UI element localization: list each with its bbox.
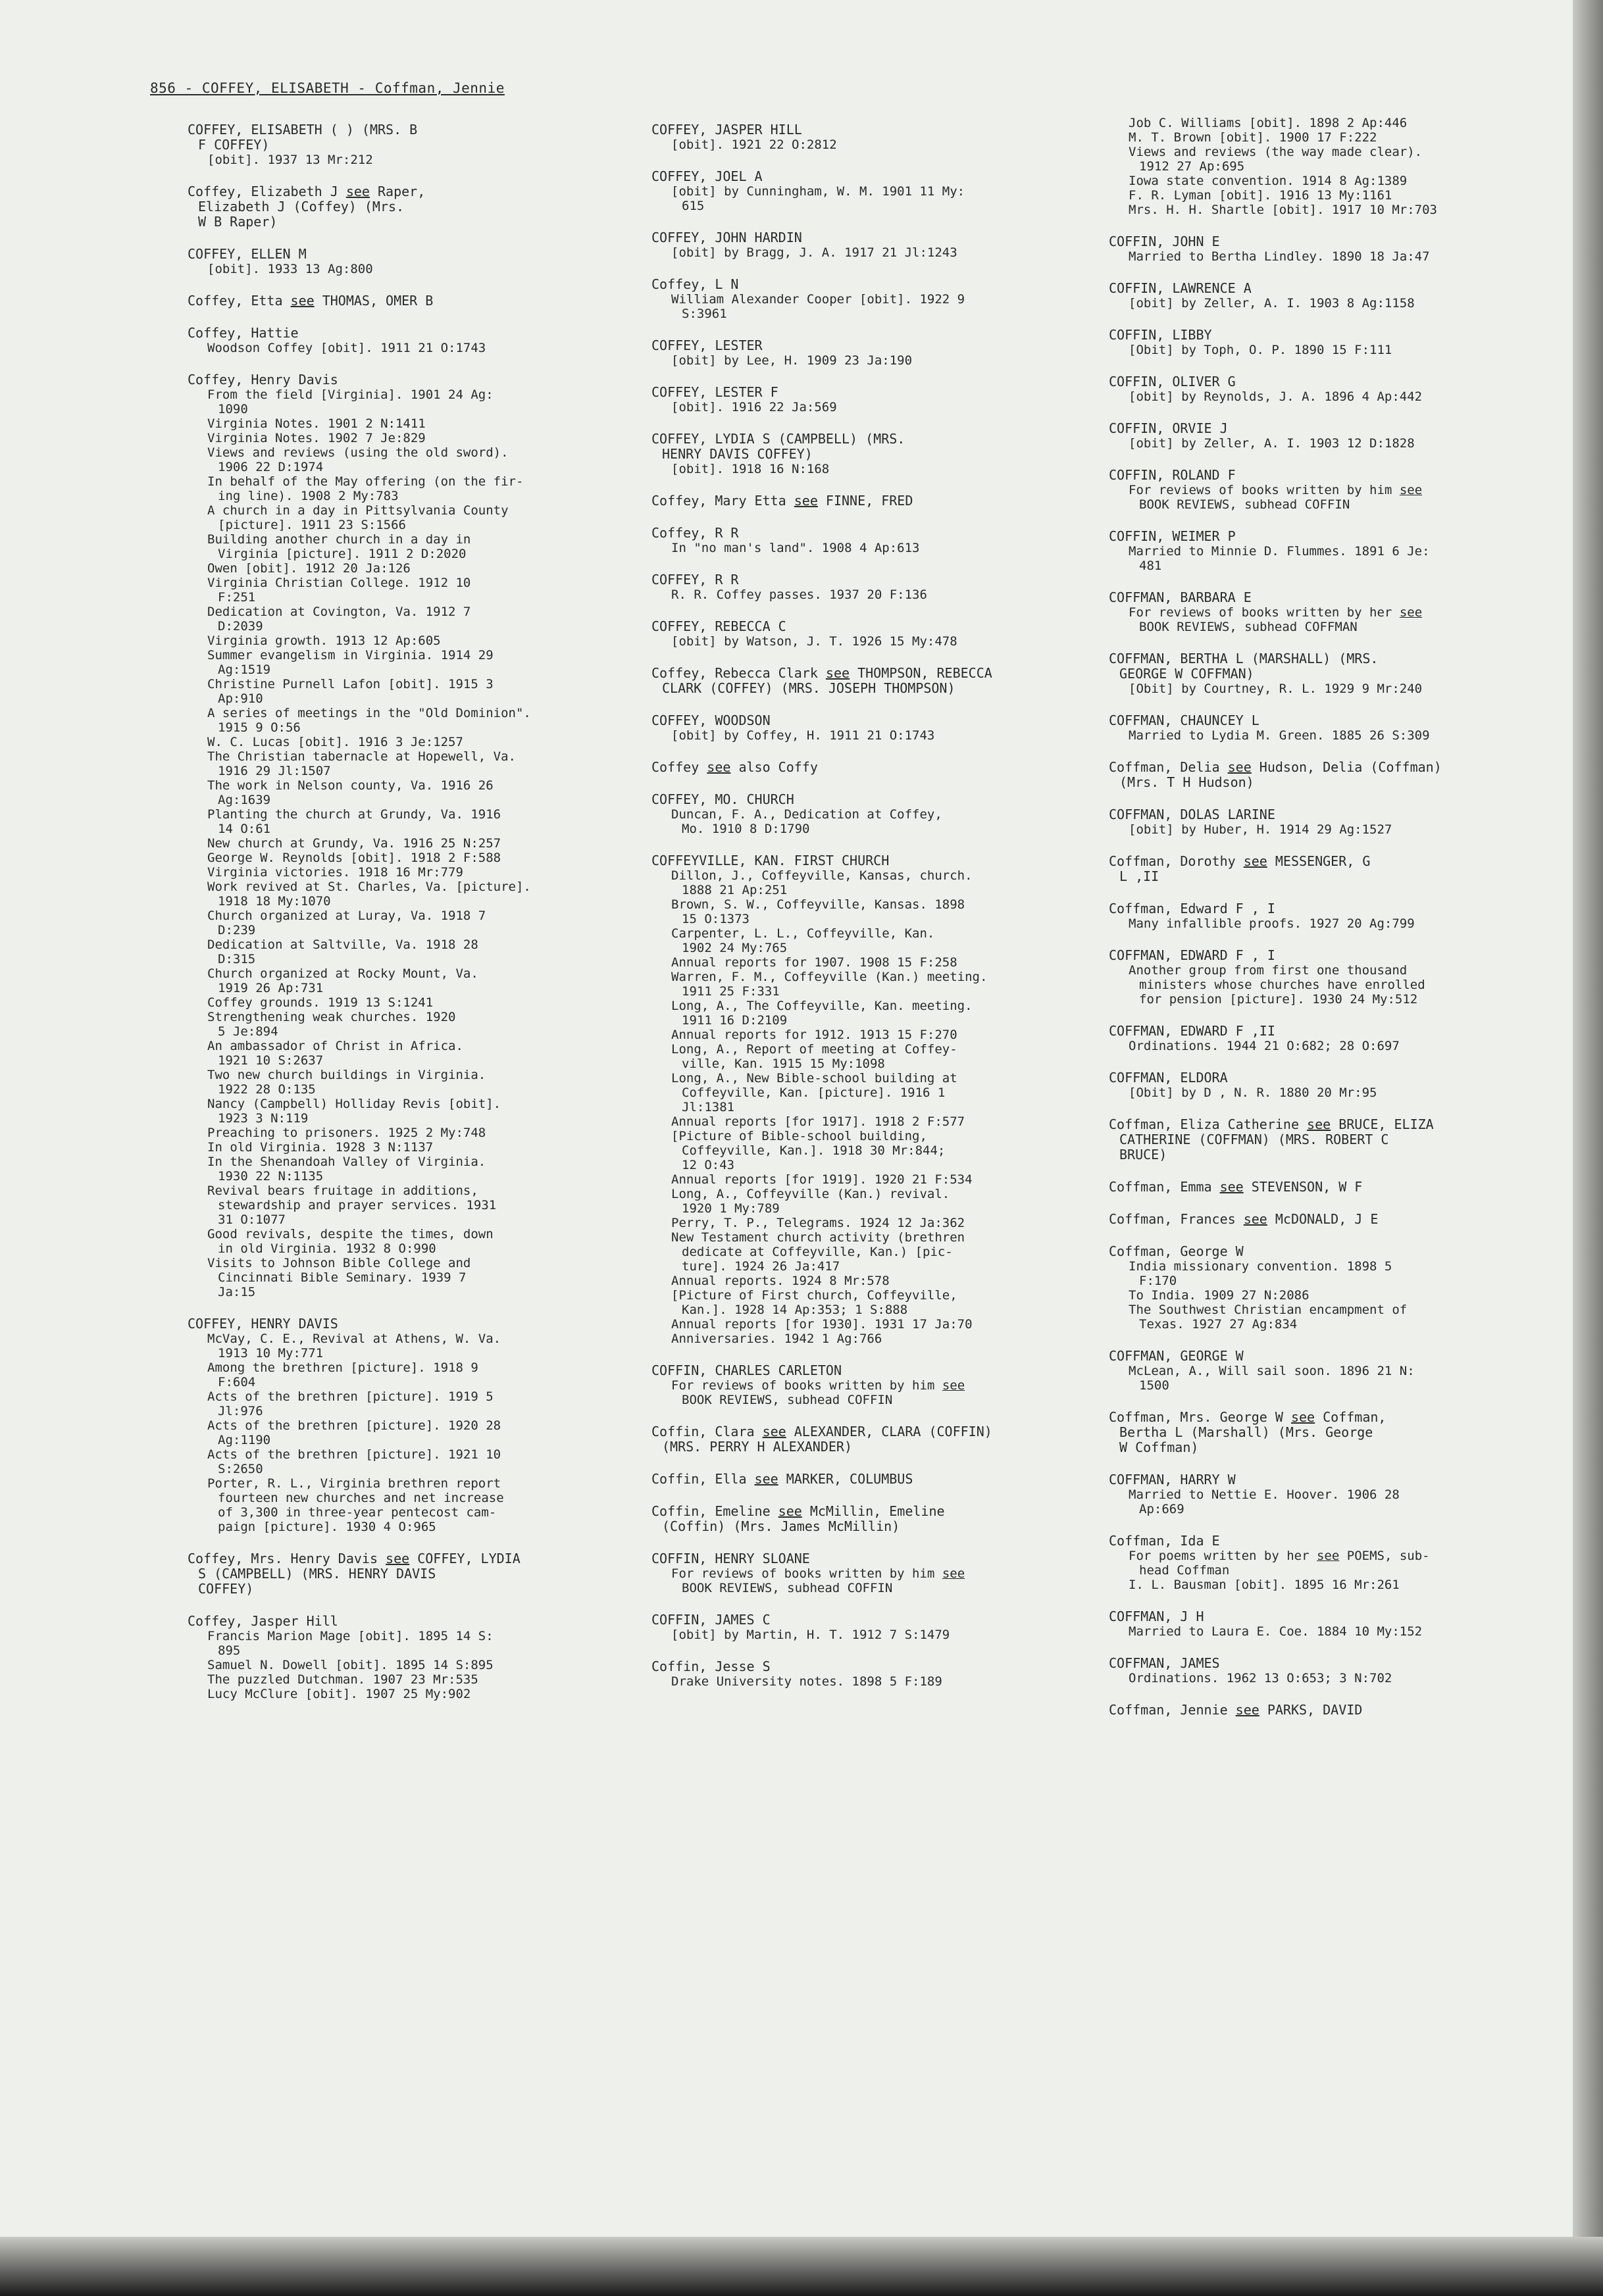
entry-reference: [obit] by Bragg, J. A. 1917 21 Jl:1243	[671, 245, 957, 260]
entry-heading: COFFEY, LYDIA S (CAMPBELL) (MRS. HENRY DAVIS COFFEY)	[651, 431, 905, 462]
index-entry	[651, 493, 1086, 509]
index-entry	[1109, 590, 1543, 634]
entry-reference: Views and reviews (using the old sword). 1906 22 D:1974	[207, 445, 509, 474]
entry-reference: Job C. Williams [obit]. 1898 2 Ap:446	[1129, 116, 1408, 130]
entry-reference: In the Shenandoah Valley of Virginia. 1930 22 N:1135	[207, 1155, 486, 1184]
entry-reference: Virginia Notes. 1901 2 N:1411	[207, 416, 426, 431]
entry-reference: Mrs. H. H. Shartle [obit]. 1917 10 Mr:703	[1129, 203, 1437, 217]
entry-reference: Work revived at St. Charles, Va. [picture]. 1918 18 My:1070	[207, 880, 531, 909]
column-1	[188, 122, 622, 1718]
index-entry	[651, 385, 1086, 414]
entry-heading: Coffey, Elizabeth J see Raper, Elizabeth J (Coffey) (Mrs. W B Raper)	[188, 184, 426, 230]
index-entry	[651, 572, 1086, 602]
entry-reference: Church organized at Luray, Va. 1918 7 D:239	[207, 909, 486, 937]
index-entry	[1109, 1244, 1543, 1332]
entry-reference: Another group from first one thousand ministers whose churches have enrolled for pension [picture]. 1930 24 My:512	[1129, 963, 1425, 1007]
entry-reference: George W. Reynolds [obit]. 1918 2 F:588	[207, 851, 501, 865]
entry-reference: Annual reports for 1907. 1908 15 F:258	[671, 955, 957, 970]
entry-reference: Coffey grounds. 1919 13 S:1241	[207, 995, 434, 1010]
entry-reference: Annual reports for 1912. 1913 15 F:270	[671, 1028, 957, 1042]
index-entry	[1109, 374, 1543, 404]
entry-heading: COFFIN, LIBBY	[1109, 327, 1212, 343]
entry-reference: Acts of the brethren [picture]. 1919 5 Jl:976	[207, 1389, 494, 1418]
entry-heading: COFFIN, OLIVER G	[1109, 374, 1236, 389]
entry-reference: Planting the church at Grundy, Va. 1916 14 O:61	[207, 807, 501, 836]
entry-heading: Coffin, Ella see MARKER, COLUMBUS	[651, 1471, 913, 1487]
entry-heading: COFFEY, ELLEN M	[188, 246, 307, 262]
entry-reference: McVay, C. E., Revival at Athens, W. Va. 1913 10 My:771	[207, 1332, 501, 1360]
scan-shadow	[0, 2237, 1603, 2296]
entry-reference: Views and reviews (the way made clear). 1912 27 Ap:695	[1129, 145, 1423, 174]
index-entry	[188, 1316, 622, 1534]
index-entry	[651, 1612, 1086, 1642]
index-entry	[651, 230, 1086, 260]
index-entry	[1109, 1070, 1543, 1100]
entry-heading: Coffey, Mrs. Henry Davis see COFFEY, LYDIA S (CAMPBELL) (MRS. HENRY DAVIS COFFEY)	[188, 1551, 521, 1597]
entry-reference: For reviews of books written by him see BOOK REVIEWS, subhead COFFIN	[671, 1566, 965, 1595]
entry-heading: Coffin, Jesse S	[651, 1659, 771, 1674]
index-entry	[651, 853, 1086, 1346]
entry-reference: Dedication at Covington, Va. 1912 7 D:2039	[207, 605, 471, 634]
index-entry	[651, 122, 1086, 152]
entry-reference: [Obit] by Toph, O. P. 1890 15 F:111	[1129, 343, 1392, 357]
entry-heading: Coffman, George W	[1109, 1243, 1244, 1259]
index-entry	[1109, 1212, 1543, 1227]
entry-heading: COFFEY, JOHN HARDIN	[651, 230, 802, 245]
entry-heading: Coffin, Emeline see McMillin, Emeline (Coffin) (Mrs. James McMillin)	[651, 1503, 945, 1534]
entry-reference: Perry, T. P., Telegrams. 1924 12 Ja:362	[671, 1216, 965, 1230]
entry-reference: The Christian tabernacle at Hopewell, Va. 1916 29 Jl:1507	[207, 749, 516, 778]
index-entry	[651, 338, 1086, 368]
entry-reference: Samuel N. Dowell [obit]. 1895 14 S:895	[207, 1658, 494, 1672]
index-entry	[651, 666, 1086, 696]
index-entry	[651, 432, 1086, 476]
index-entry	[651, 1424, 1086, 1455]
entry-heading: COFFEY, ELISABETH ( ) (MRS. B F COFFEY)	[188, 122, 418, 153]
entry-heading: COFFIN, WEIMER P	[1109, 528, 1236, 544]
entry-heading: Coffey, L N	[651, 276, 739, 292]
entry-heading: Coffman, Frances see McDONALD, J E	[1109, 1211, 1379, 1227]
entry-reference: Married to Lydia M. Green. 1885 26 S:309	[1129, 728, 1430, 743]
index-entry	[1109, 1472, 1543, 1516]
entry-reference: India missionary convention. 1898 5 F:170	[1129, 1259, 1392, 1288]
entry-reference: To India. 1909 27 N:2086	[1129, 1288, 1310, 1303]
entry-reference: Summer evangelism in Virginia. 1914 29 Ag:1519	[207, 648, 494, 677]
index-entry	[1109, 854, 1543, 884]
index-entry	[1109, 807, 1543, 837]
entry-reference: [Obit] by D , N. R. 1880 20 Mr:95	[1129, 1086, 1377, 1100]
entry-reference: Brown, S. W., Coffeyville, Kansas. 1898 15 O:1373	[671, 897, 965, 926]
entry-heading: COFFIN, LAWRENCE A	[1109, 280, 1252, 296]
entry-reference: Lucy McClure [obit]. 1907 25 My:902	[207, 1687, 471, 1701]
index-entry	[651, 1504, 1086, 1534]
entry-reference: [Picture of Bible-school building, Coffeyville, Kan.]. 1918 30 Mr:844; 12 O:43	[671, 1129, 946, 1172]
entry-heading: COFFIN, HENRY SLOANE	[651, 1551, 810, 1566]
column-2	[651, 122, 1086, 1706]
entry-reference: Iowa state convention. 1914 8 Ag:1389	[1129, 174, 1408, 188]
entry-reference: [obit]. 1916 22 Ja:569	[671, 400, 837, 414]
index-entry	[651, 1363, 1086, 1407]
entry-heading: COFFMAN, JAMES	[1109, 1655, 1220, 1671]
entry-heading: COFFMAN, CHAUNCEY L	[1109, 712, 1260, 728]
entry-heading: Coffman, Ida E	[1109, 1533, 1220, 1549]
entry-reference: [obit] by Reynolds, J. A. 1896 4 Ap:442	[1129, 389, 1423, 404]
index-entry	[188, 122, 622, 167]
entry-heading: COFFEY, LESTER	[651, 337, 763, 353]
index-entry	[1109, 1703, 1543, 1718]
entry-heading: COFFEY, JASPER HILL	[651, 122, 802, 137]
entry-reference: Annual reports [for 1930]. 1931 17 Ja:70	[671, 1317, 973, 1332]
entry-heading: COFFMAN, GEORGE W	[1109, 1348, 1244, 1364]
entry-reference: W. C. Lucas [obit]. 1916 3 Je:1257	[207, 735, 463, 749]
entry-heading: COFFEY, WOODSON	[651, 712, 771, 728]
entry-reference: A series of meetings in the "Old Dominion". 1915 9 O:56	[207, 706, 531, 735]
entry-heading: Coffey, Rebecca Clark see THOMPSON, REBECCA CLARK (COFFEY) (MRS. JOSEPH THOMPSON)	[651, 665, 992, 696]
entry-heading: COFFEY, HENRY DAVIS	[188, 1316, 338, 1332]
entry-reference: Preaching to prisoners. 1925 2 My:748	[207, 1126, 486, 1140]
entry-reference: An ambassador of Christ in Africa. 1921 10 S:2637	[207, 1039, 463, 1068]
entry-heading: COFFMAN, EDWARD F ,II	[1109, 1023, 1275, 1039]
index-entry	[1109, 1117, 1543, 1162]
index-entry	[1109, 948, 1543, 1007]
entry-heading: COFFIN, JOHN E	[1109, 234, 1220, 249]
index-entry	[1109, 1180, 1543, 1195]
entry-reference: [obit] by Zeller, A. I. 1903 12 D:1828	[1129, 436, 1415, 451]
entry-heading: COFFMAN, DOLAS LARINE	[1109, 807, 1275, 822]
entry-reference: Virginia Notes. 1902 7 Je:829	[207, 431, 426, 445]
entry-heading: COFFMAN, J H	[1109, 1609, 1204, 1624]
index-entry	[1109, 651, 1543, 696]
entry-reference: Married to Minnie D. Flummes. 1891 6 Je: 481	[1129, 544, 1430, 573]
entry-reference: Nancy (Campbell) Holliday Revis [obit]. 1923 3 N:119	[207, 1097, 501, 1126]
entry-heading: Coffey, Etta see THOMAS, OMER B	[188, 293, 434, 309]
entry-heading: COFFEY, JOEL A	[651, 168, 763, 184]
entry-reference: Two new church buildings in Virginia. 1922 28 O:135	[207, 1068, 486, 1097]
entry-reference: In old Virginia. 1928 3 N:1137	[207, 1140, 434, 1155]
index-entry	[188, 326, 622, 355]
entry-reference: [obit]. 1918 16 N:168	[671, 462, 830, 476]
index-entry	[651, 1659, 1086, 1689]
entry-heading: Coffman, Dorothy see MESSENGER, G L ,II	[1109, 853, 1371, 884]
entry-reference: [obit] by Huber, H. 1914 29 Ag:1527	[1129, 822, 1392, 837]
entry-reference: New Testament church activity (brethren dedicate at Coffeyville, Kan.) [pic- ture]. 1924 26 Ja:417	[671, 1230, 965, 1274]
entry-heading: COFFIN, ROLAND F	[1109, 467, 1236, 483]
entry-reference: Visits to Johnson Bible College and Cincinnati Bible Seminary. 1939 7 Ja:15	[207, 1256, 471, 1299]
index-entry	[651, 713, 1086, 743]
entry-reference: Woodson Coffey [obit]. 1911 21 O:1743	[207, 341, 486, 355]
entry-reference: Virginia victories. 1918 16 Mr:779	[207, 865, 463, 880]
entry-reference: Dedication at Saltville, Va. 1918 28 D:315	[207, 937, 478, 966]
index-entry	[188, 1614, 622, 1701]
entry-heading: COFFMAN, BERTHA L (MARSHALL) (MRS. GEORGE W COFFMAN)	[1109, 651, 1379, 682]
entry-heading: COFFMAN, HARRY W	[1109, 1472, 1236, 1487]
entry-reference: Married to Nettie E. Hoover. 1906 28 Ap:669	[1129, 1487, 1400, 1516]
entry-reference: Acts of the brethren [picture]. 1920 28 Ag:1190	[207, 1418, 501, 1447]
index-entry	[1109, 116, 1543, 217]
index-entry	[651, 1472, 1086, 1487]
entry-reference: The Southwest Christian encampment of Texas. 1927 27 Ag:834	[1129, 1303, 1408, 1332]
index-entry	[651, 277, 1086, 321]
entry-reference: Among the brethren [picture]. 1918 9 F:604	[207, 1360, 478, 1389]
index-entry	[188, 293, 622, 309]
entry-reference: A church in a day in Pittsylvania County [picture]. 1911 23 S:1566	[207, 503, 509, 532]
entry-reference: Porter, R. L., Virginia brethren report fourteen new churches and net increase of 3,300 in three-year pentecost cam- paign [picture]. 1930 4 O:965	[207, 1476, 504, 1534]
index-entry	[651, 1551, 1086, 1595]
entry-reference: Revival bears fruitage in additions, stewardship and prayer services. 1931 31 O:1077	[207, 1184, 497, 1227]
index-entry	[1109, 328, 1543, 357]
entry-reference: Annual reports. 1924 8 Mr:578	[671, 1274, 890, 1288]
entry-reference: [obit] by Coffey, H. 1911 21 O:1743	[671, 728, 935, 743]
entry-reference: [obit] by Cunningham, W. M. 1901 11 My: 615	[671, 184, 965, 213]
entry-reference: McLean, A., Will sail soon. 1896 21 N: 1500	[1129, 1364, 1415, 1393]
entry-reference: [Obit] by Courtney, R. L. 1929 9 Mr:240	[1129, 682, 1423, 696]
entry-reference: Owen [obit]. 1912 20 Ja:126	[207, 561, 411, 576]
entry-reference: Married to Bertha Lindley. 1890 18 Ja:47	[1129, 249, 1430, 264]
entry-heading: Coffman, Mrs. George W see Coffman, Bertha L (Marshall) (Mrs. George W Coffman)	[1109, 1409, 1387, 1455]
index-entry	[1109, 1349, 1543, 1393]
entry-heading: Coffman, Emma see STEVENSON, W F	[1109, 1179, 1363, 1195]
index-entry	[188, 247, 622, 276]
entry-reference: [Picture of First church, Coffeyville, Kan.]. 1928 14 Ap:353; 1 S:888	[671, 1288, 957, 1317]
index-entry	[1109, 1656, 1543, 1685]
entry-reference: Long, A., Coffeyville (Kan.) revival. 1920 1 My:789	[671, 1187, 950, 1216]
index-entry	[651, 760, 1086, 775]
entry-reference: Long, A., Report of meeting at Coffey- ville, Kan. 1915 15 My:1098	[671, 1042, 957, 1071]
index-entry	[651, 619, 1086, 649]
index-entry	[1109, 901, 1543, 931]
entry-reference: [obit] by Lee, H. 1909 23 Ja:190	[671, 353, 913, 368]
entry-heading: COFFEY, MO. CHURCH	[651, 791, 794, 807]
index-entry	[1109, 1410, 1543, 1455]
entry-reference: Annual reports [for 1919]. 1920 21 F:534	[671, 1172, 973, 1187]
entry-heading: Coffin, Clara see ALEXANDER, CLARA (COFFIN) (MRS. PERRY H ALEXANDER)	[651, 1424, 992, 1455]
index-entry	[188, 184, 622, 230]
index-entry	[1109, 760, 1543, 790]
entry-reference: Ordinations. 1944 21 O:682; 28 O:697	[1129, 1039, 1400, 1053]
entry-heading: COFFEY, REBECCA C	[651, 618, 786, 634]
entry-reference: Drake University notes. 1898 5 F:189	[671, 1674, 942, 1689]
entry-heading: COFFMAN, BARBARA E	[1109, 589, 1252, 605]
entry-heading: Coffman, Delia see Hudson, Delia (Coffman) (Mrs. T H Hudson)	[1109, 759, 1442, 790]
entry-reference: Acts of the brethren [picture]. 1921 10 S:2650	[207, 1447, 501, 1476]
index-entry	[1109, 234, 1543, 264]
entry-heading: Coffman, Eliza Catherine see BRUCE, ELIZA CATHERINE (COFFMAN) (MRS. ROBERT C BRUCE)	[1109, 1116, 1434, 1162]
entry-reference: [obit]. 1937 13 Mr:212	[207, 153, 373, 167]
index-entry	[1109, 468, 1543, 512]
index-entry	[651, 792, 1086, 836]
page-header: 856 - COFFEY, ELISABETH - Coffman, Jennie	[150, 80, 505, 96]
entry-reference: The work in Nelson county, Va. 1916 26 Ag:1639	[207, 778, 494, 807]
entry-reference: Anniversaries. 1942 1 Ag:766	[671, 1332, 882, 1346]
entry-reference: [obit] by Zeller, A. I. 1903 8 Ag:1158	[1129, 296, 1415, 311]
entry-reference: In behalf of the May offering (on the fir- ing line). 1908 2 My:783	[207, 474, 524, 503]
entry-reference: New church at Grundy, Va. 1916 25 N:257	[207, 836, 501, 851]
entry-reference: Church organized at Rocky Mount, Va. 1919 26 Ap:731	[207, 966, 478, 995]
entry-heading: COFFIN, CHARLES CARLETON	[651, 1362, 842, 1378]
entry-heading: COFFEY, LESTER F	[651, 384, 778, 400]
entry-reference: Virginia growth. 1913 12 Ap:605	[207, 634, 441, 648]
entry-reference: In "no man's land". 1908 4 Ap:613	[671, 541, 920, 555]
entry-reference: Dillon, J., Coffeyville, Kansas, church. 1888 21 Ap:251	[671, 868, 973, 897]
entry-reference: [obit]. 1921 22 O:2812	[671, 137, 837, 152]
entry-reference: Many infallible proofs. 1927 20 Ag:799	[1129, 916, 1415, 931]
entry-reference: Christine Purnell Lafon [obit]. 1915 3 Ap:910	[207, 677, 494, 706]
entry-reference: Duncan, F. A., Dedication at Coffey, Mo. 1910 8 D:1790	[671, 807, 942, 836]
entry-reference: Long, A., The Coffeyville, Kan. meeting. 1911 16 D:2109	[671, 999, 973, 1028]
entry-reference: Virginia Christian College. 1912 10 F:251	[207, 576, 471, 605]
entry-heading: Coffey, Mary Etta see FINNE, FRED	[651, 493, 913, 509]
entry-heading: Coffman, Jennie see PARKS, DAVID	[1109, 1702, 1363, 1718]
entry-reference: From the field [Virginia]. 1901 24 Ag: 1090	[207, 387, 494, 416]
index-entry	[1109, 713, 1543, 743]
entry-reference: [obit] by Martin, H. T. 1912 7 S:1479	[671, 1628, 950, 1642]
entry-heading: COFFEY, R R	[651, 572, 739, 587]
entry-reference: The puzzled Dutchman. 1907 23 Mr:535	[207, 1672, 478, 1687]
entry-reference: Ordinations. 1962 13 O:653; 3 N:702	[1129, 1671, 1392, 1685]
entry-reference: F. R. Lyman [obit]. 1916 13 My:1161	[1129, 188, 1392, 203]
entry-heading: Coffman, Edward F , I	[1109, 901, 1275, 916]
entry-heading: COFFEYVILLE, KAN. FIRST CHURCH	[651, 853, 890, 868]
entry-heading: Coffey, Henry Davis	[188, 372, 338, 387]
entry-heading: Coffey, Jasper Hill	[188, 1613, 338, 1629]
page-edge	[1573, 0, 1603, 2296]
entry-heading: Coffey, Hattie	[188, 325, 299, 341]
entry-reference: For reviews of books written by her see BOOK REVIEWS, subhead COFFMAN	[1129, 605, 1423, 634]
index-entry	[1109, 281, 1543, 311]
entry-heading: COFFMAN, EDWARD F , I	[1109, 947, 1275, 963]
entry-reference: Warren, F. M., Coffeyville (Kan.) meeting. 1911 25 F:331	[671, 970, 988, 999]
entry-reference: Married to Laura E. Coe. 1884 10 My:152	[1129, 1624, 1423, 1639]
index-entry	[1109, 529, 1543, 573]
index-entry	[1109, 421, 1543, 451]
entry-reference: William Alexander Cooper [obit]. 1922 9 S:3961	[671, 292, 965, 321]
entry-reference: Building another church in a day in Virginia [picture]. 1911 2 D:2020	[207, 532, 471, 561]
index-entry	[188, 372, 622, 1299]
index-entry	[1109, 1534, 1543, 1592]
column-3	[1109, 116, 1543, 1735]
entry-heading: COFFMAN, ELDORA	[1109, 1070, 1228, 1086]
entry-heading: COFFIN, JAMES C	[651, 1612, 771, 1628]
entry-reference: Francis Marion Mage [obit]. 1895 14 S: 895	[207, 1629, 494, 1658]
index-entry	[651, 169, 1086, 213]
entry-reference: R. R. Coffey passes. 1937 20 F:136	[671, 587, 927, 602]
entry-reference: [obit] by Watson, J. T. 1926 15 My:478	[671, 634, 957, 649]
entry-reference: [obit]. 1933 13 Ag:800	[207, 262, 373, 276]
entry-reference: Strengthening weak churches. 1920 5 Je:894	[207, 1010, 456, 1039]
entry-reference: Long, A., New Bible-school building at Coffeyville, Kan. [picture]. 1916 1 Jl:1381	[671, 1071, 957, 1114]
entry-reference: M. T. Brown [obit]. 1900 17 F:222	[1129, 130, 1377, 145]
entry-heading: Coffey see also Coffy	[651, 759, 818, 775]
entry-reference: For reviews of books written by him see BOOK REVIEWS, subhead COFFIN	[1129, 483, 1423, 512]
entry-reference: Good revivals, despite the times, down in old Virginia. 1932 8 O:990	[207, 1227, 494, 1256]
index-entry	[1109, 1609, 1543, 1639]
index-entry	[651, 526, 1086, 555]
entry-heading: Coffey, R R	[651, 525, 739, 541]
entry-reference: Carpenter, L. L., Coffeyville, Kan. 1902 24 My:765	[671, 926, 935, 955]
entry-reference: For poems written by her see POEMS, sub- head Coffman	[1129, 1549, 1430, 1578]
entry-heading: COFFIN, ORVIE J	[1109, 420, 1228, 436]
entry-reference: Annual reports [for 1917]. 1918 2 F:577	[671, 1114, 965, 1129]
entry-reference: For reviews of books written by him see BOOK REVIEWS, subhead COFFIN	[671, 1378, 965, 1407]
index-entry	[188, 1551, 622, 1597]
index-entry	[1109, 1024, 1543, 1053]
entry-reference: I. L. Bausman [obit]. 1895 16 Mr:261	[1129, 1578, 1400, 1592]
